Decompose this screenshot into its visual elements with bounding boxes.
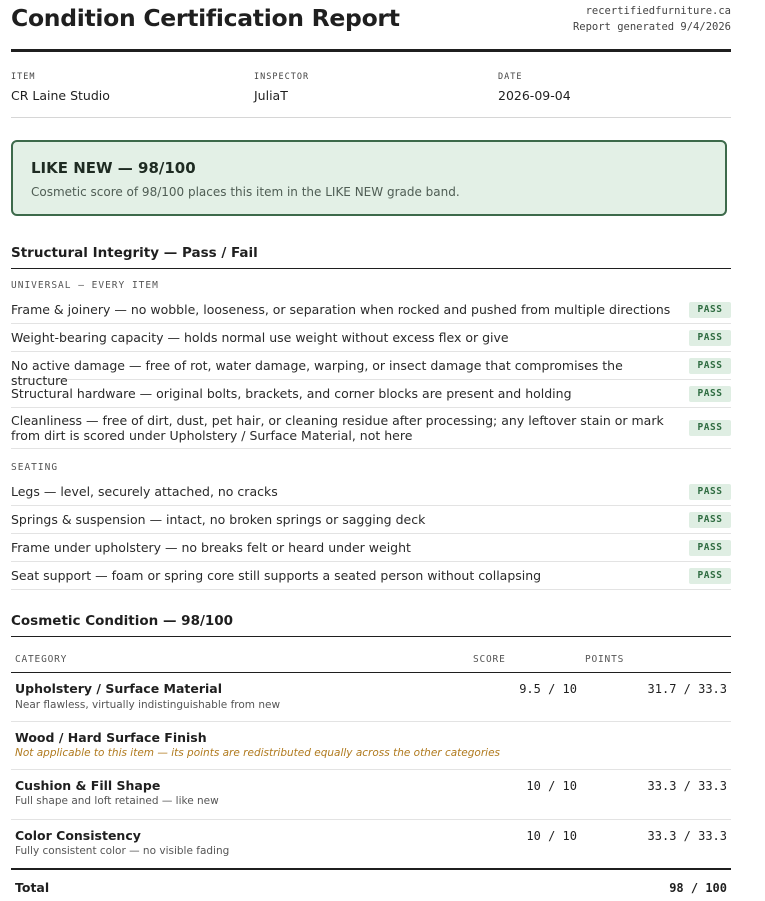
category-score: 9.5 / 10	[519, 682, 577, 696]
check-text: Weight-bearing capacity — holds normal use weight without excess flex or give	[11, 330, 509, 345]
check-row	[11, 478, 731, 506]
category-name: Cushion & Fill Shape	[15, 778, 161, 793]
total-value: 98 / 100	[669, 881, 727, 895]
report-header	[11, 0, 731, 52]
cosmetic-section-title: Cosmetic Condition — 98/100	[11, 613, 731, 637]
category-description: Not applicable to this item — its points are redistributed equally across the other categories	[15, 747, 500, 759]
grade-description: Cosmetic score of 98/100 places this item in the LIKE NEW grade band.	[31, 185, 460, 199]
pass-badge: PASS	[689, 540, 731, 556]
check-row	[11, 324, 731, 352]
check-row	[11, 352, 731, 388]
cosmetic-row	[11, 820, 731, 868]
item-value: CR Laine Studio	[11, 88, 110, 103]
category-name: Color Consistency	[15, 828, 141, 843]
check-row	[11, 296, 731, 324]
header-category: CATEGORY	[15, 654, 68, 665]
item-label: ITEM	[11, 72, 36, 82]
category-points: 31.7 / 33.3	[647, 682, 727, 696]
inspector-label: INSPECTOR	[254, 72, 310, 82]
category-points: 33.3 / 33.3	[647, 829, 727, 843]
group-label-seating: SEATING	[11, 462, 59, 473]
category-description: Near flawless, virtually indistinguishable from new	[15, 699, 281, 711]
check-text: Springs & suspension — intact, no broken springs or sagging deck	[11, 512, 426, 527]
cosmetic-row	[11, 770, 731, 820]
cosmetic-row	[11, 673, 731, 722]
category-points: 33.3 / 33.3	[647, 779, 727, 793]
cosmetic-row	[11, 722, 731, 770]
structural-section-title: Structural Integrity — Pass / Fail	[11, 245, 731, 269]
pass-badge: PASS	[689, 330, 731, 346]
check-text: Cleanliness — free of dirt, dust, pet hair, or cleaning residue after processing; any leftover stain or mark from dirt is scored under Upholstery / Surface Material, not here	[11, 413, 664, 443]
check-row	[11, 534, 731, 562]
check-text: Seat support — foam or spring core still supports a seated person without collapsing	[11, 568, 542, 583]
pass-badge: PASS	[689, 568, 731, 584]
pass-badge: PASS	[689, 484, 731, 500]
check-text: Legs — level, securely attached, no cracks	[11, 484, 278, 499]
report-meta	[573, 3, 731, 35]
check-row	[11, 380, 731, 408]
date-field	[498, 72, 571, 103]
header-points: POINTS	[585, 654, 625, 665]
total-label: Total	[15, 880, 50, 895]
pass-badge: PASS	[689, 358, 731, 374]
info-bar	[11, 52, 731, 118]
category-description: Fully consistent color — no visible fading	[15, 845, 230, 857]
item-field	[11, 72, 110, 103]
total-row	[11, 868, 731, 898]
pass-badge: PASS	[689, 512, 731, 528]
site-name: recertifiedfurniture.ca	[585, 5, 731, 17]
date-value: 2026-09-04	[498, 88, 571, 103]
date-label: DATE	[498, 72, 523, 82]
check-text: Structural hardware — original bolts, brackets, and corner blocks are present and holding	[11, 386, 572, 401]
generated-date: Report generated 9/4/2026	[572, 21, 731, 33]
category-score: 10 / 10	[526, 829, 577, 843]
check-text: Frame under upholstery — no breaks felt or heard under weight	[11, 540, 411, 555]
category-name: Upholstery / Surface Material	[15, 681, 223, 696]
inspector-value: JuliaT	[254, 88, 288, 103]
check-row	[11, 506, 731, 534]
pass-badge: PASS	[689, 420, 731, 436]
category-description: Full shape and loft retained — like new	[15, 795, 219, 807]
header-score: SCORE	[473, 654, 506, 665]
pass-badge: PASS	[689, 386, 731, 402]
category-name: Wood / Hard Surface Finish	[15, 730, 207, 745]
check-text: Frame & joinery — no wobble, looseness, or separation when rocked and pushed from multiple directions	[11, 302, 671, 317]
check-text: No active damage — free of rot, water damage, warping, or insect damage that compromises the structure	[11, 358, 623, 388]
check-row	[11, 408, 731, 449]
grade-title: LIKE NEW — 98/100	[31, 159, 196, 177]
group-label-universal: UNIVERSAL — EVERY ITEM	[11, 280, 159, 291]
cosmetic-table-header	[11, 651, 731, 673]
report-title: Condition Certification Report	[11, 4, 400, 32]
check-row	[11, 562, 731, 590]
report-page	[11, 0, 731, 895]
category-score: 10 / 10	[526, 779, 577, 793]
grade-banner	[11, 140, 727, 216]
inspector-field	[254, 72, 309, 103]
pass-badge: PASS	[689, 302, 731, 318]
